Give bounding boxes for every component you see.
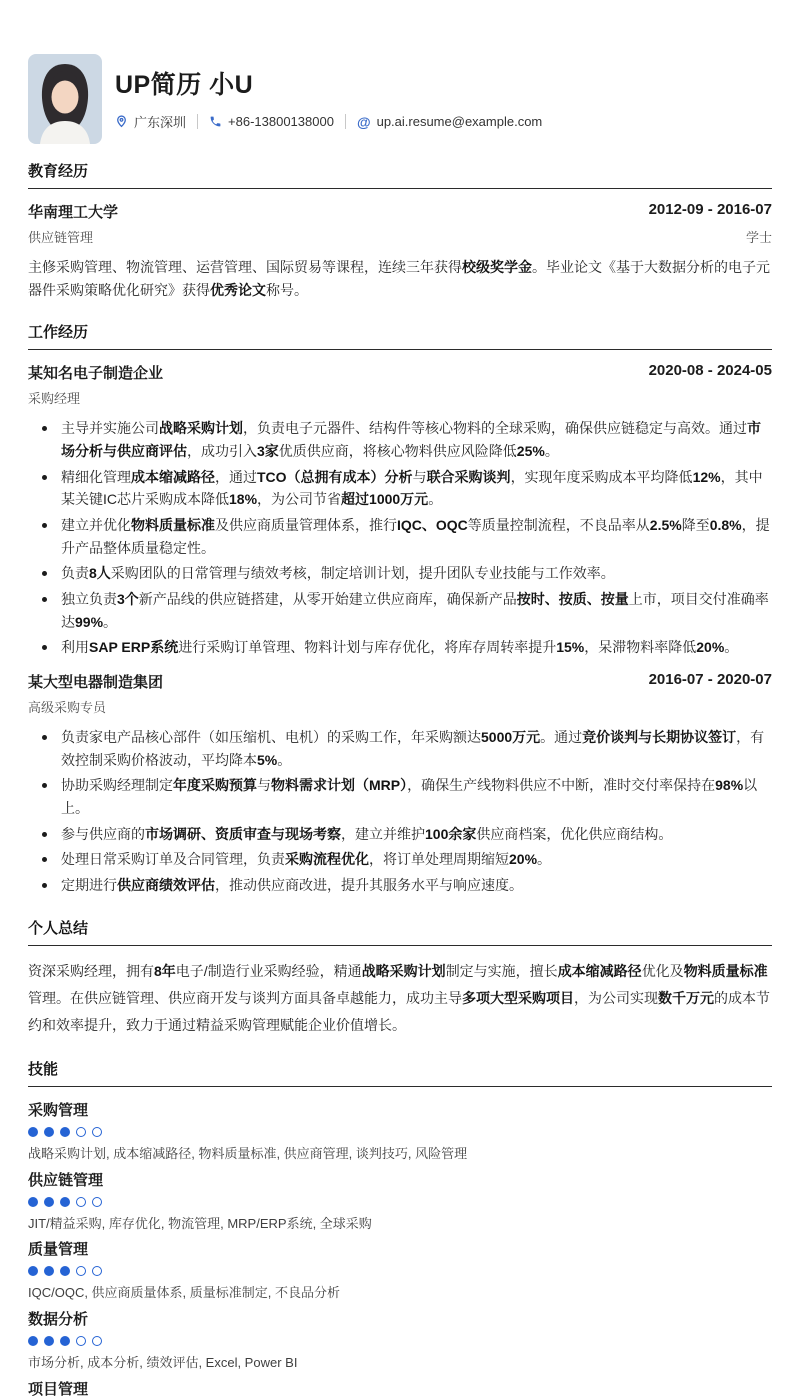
bullet-item: 参与供应商的市场调研、资质审查与现场考察，建立并维护100余家供应商档案，优化供应商结构。 [28,823,772,846]
section-skills [28,1058,772,1398]
section-education [28,160,772,301]
skill-keywords: 市场分析, 成本分析, 绩效评估, Excel, Power BI [28,1355,298,1371]
job-entry-sub [28,388,772,407]
skill-dot-filled [44,1266,54,1276]
degree-name: 学士 [745,230,772,245]
skill-dot-filled [60,1336,70,1346]
contact-email [357,114,542,130]
location-pin-icon [115,115,128,128]
skill-supply-chain [28,1169,772,1233]
skill-keywords: JIT/精益采购, 库存优化, 物流管理, MRP/ERP系统, 全球采购 [28,1215,372,1231]
skill-name: 供应链管理 [28,1171,104,1189]
skill-quality [28,1238,772,1302]
work-section-title: 工作经历 [28,321,772,350]
phone-icon [209,115,222,128]
summary-section-title: 个人总结 [28,917,772,946]
skill-dot-empty [76,1197,86,1207]
skill-dot-filled [60,1266,70,1276]
skill-dot-filled [28,1266,38,1276]
summary-text: 资深采购经理，拥有8年电子/制造行业采购经验，精通战略采购计划制定与实施，擅长成本缩减路径优化及物料质量标准管理。在供应链管理、供应商开发与谈判方面具备卓越能力，成功主导多项大型采购项目，为公司实现数千万元的成本节约和效率提升，致力于通过精益采购管理赋能企业价值增长。 [28,962,770,1033]
education-description: 主修采购管理、物流管理、运营管理、国际贸易等课程，连续三年获得校级奖学金。毕业论文《基于大数据分析的电子元器件采购策略优化研究》获得优秀论文称号。 [28,259,770,298]
skill-level-dots [28,1197,772,1207]
skill-dot-empty [92,1266,102,1276]
education-entry-sub [28,227,772,246]
skill-procurement [28,1099,772,1163]
education-date: 2012-09 - 2016-07 [648,201,772,218]
job-date: 2016-07 - 2020-07 [648,671,772,689]
skill-dot-empty [92,1197,102,1207]
section-work [28,321,772,896]
skill-dot-empty [92,1336,102,1346]
job-entry-sub [28,697,772,716]
skill-name: 数据分析 [28,1311,89,1329]
contact-phone [209,114,334,129]
candidate-name: UP简历 小U [115,71,254,99]
education-entry-header [28,201,772,222]
skill-dot-empty [92,1127,102,1137]
skill-dot-empty [76,1266,86,1276]
contact-row [115,112,542,131]
location-text: 广东深圳 [134,115,187,130]
job-entry-1 [28,362,772,659]
job-bullet-list [28,726,772,897]
skill-dot-filled [60,1127,70,1137]
job-entry-header [28,362,772,383]
skill-dot-filled [28,1127,38,1137]
skill-level-dots [28,1266,772,1276]
skill-dot-empty [76,1127,86,1137]
skill-dot-filled [44,1336,54,1346]
skill-dot-filled [28,1197,38,1207]
bullet-item: 定期进行供应商绩效评估，推动供应商改进，提升其服务水平与响应速度。 [28,874,772,897]
avatar-photo-illustration [28,54,102,144]
avatar [28,54,102,144]
skill-dot-filled [44,1127,54,1137]
company-name: 某大型电器制造集团 [28,674,164,692]
skill-data-analysis [28,1308,772,1372]
contact-location [115,112,186,131]
education-section-title: 教育经历 [28,160,772,189]
bullet-item: 主导并实施公司战略采购计划，负责电子元器件、结构件等核心物料的全球采购，确保供应链稳定与高效。通过市场分析与供应商评估，成功引入3家优质供应商，将核心物料供应风险降低25%。 [28,417,772,462]
email-at-icon: @ [356,113,371,130]
skill-dot-filled [60,1197,70,1207]
company-name: 某知名电子制造企业 [28,365,164,383]
skill-name: 项目管理 [28,1380,89,1398]
skill-project-management [28,1378,772,1399]
bullet-item: 协助采购经理制定年度采购预算与物料需求计划（MRP），确保生产线物料供应不中断，准时交付率保持在98%以上。 [28,774,772,819]
skill-dot-filled [44,1197,54,1207]
major-name: 供应链管理 [28,230,94,245]
job-entry-2 [28,671,772,897]
school-name: 华南理工大学 [28,204,119,221]
bullet-item: 负责家电产品核心部件（如压缩机、电机）的采购工作，年采购额达5000万元。通过竞价谈判与长期协议签订，有效控制采购价格波动，平均降本5%。 [28,726,772,771]
skill-level-dots [28,1127,772,1137]
bullet-item: 负责8人采购团队的日常管理与绩效考核，制定培训计划，提升团队专业技能与工作效率。 [28,562,772,585]
skill-keywords: 战略采购计划, 成本缩减路径, 物料质量标准, 供应商管理, 谈判技巧, 风险管理 [28,1146,468,1162]
skill-name: 采购管理 [28,1102,89,1120]
skill-level-dots [28,1336,772,1346]
header-info [111,54,542,144]
bullet-item: 精细化管理成本缩减路径，通过TCO（总拥有成本）分析与联合采购谈判，实现年度采购成本平均降低12%，其中某关键IC芯片采购成本降低18%，为公司节省超过1000万元。 [28,466,772,511]
section-summary [28,917,772,1039]
job-bullet-list [28,417,772,659]
contact-divider [197,114,198,129]
skill-name: 质量管理 [28,1241,89,1259]
bullet-item: 处理日常采购订单及合同管理，负责采购流程优化，将订单处理周期缩短20%。 [28,848,772,871]
skill-dot-filled [28,1336,38,1346]
email-text: up.ai.resume@example.com [376,114,543,129]
job-date: 2020-08 - 2024-05 [648,362,772,380]
job-role: 高级采购专员 [28,700,107,716]
bullet-item: 建立并优化物料质量标准及供应商质量管理体系，推行IQC、OQC等质量控制流程，不良品率从2.5%降至0.8%，提升产品整体质量稳定性。 [28,514,772,559]
phone-text: +86-13800138000 [228,114,334,129]
job-role: 采购经理 [28,391,81,407]
skill-dot-empty [76,1336,86,1346]
bullet-item: 独立负责3个新产品线的供应链搭建，从零开始建立供应商库，确保新产品按时、按质、按量上市，项目交付准确率达99%。 [28,588,772,633]
bullet-item: 利用SAP ERP系统进行采购订单管理、物料计划与库存优化，将库存周转率提升15%，呆滞物料率降低20%。 [28,636,772,659]
skill-keywords: IQC/OQC, 供应商质量体系, 质量标准制定, 不良品分析 [28,1285,341,1301]
job-entry-header [28,671,772,692]
contact-divider [345,114,346,129]
resume-header [28,0,772,144]
skills-section-title: 技能 [28,1058,772,1087]
